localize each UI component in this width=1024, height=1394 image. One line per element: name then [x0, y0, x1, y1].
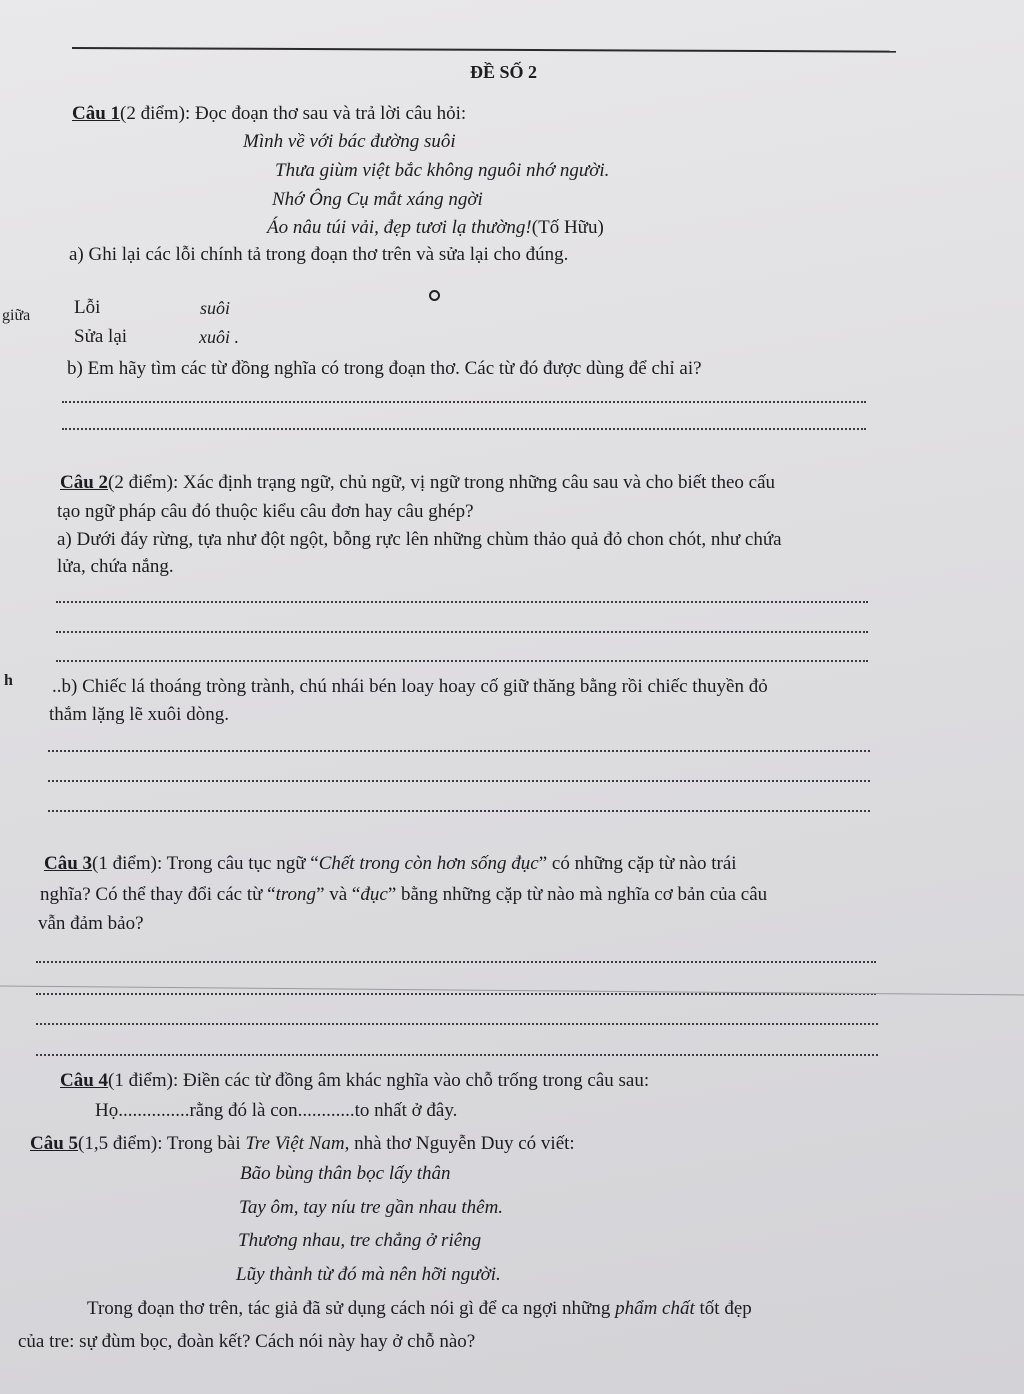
- margin-note-left: giữa: [2, 307, 31, 324]
- q5-text: Trong đoạn thơ trên, tác giả đã sử dụng cách nói gì để ca ngợi những: [87, 1298, 616, 1319]
- answer-line[interactable]: [56, 631, 868, 633]
- answer-line[interactable]: [48, 750, 870, 752]
- error-row-label: Lỗi: [74, 297, 101, 318]
- q5-poem-line-1: Bão bùng thân bọc lấy thân: [240, 1163, 451, 1184]
- q2-a-line1: a) Dưới đáy rừng, tựa như đột ngột, bỗng rực lên những chùm thảo quả đỏ chon chót, như chứa: [57, 529, 782, 550]
- q5-para-line2: của tre: sự đùm bọc, đoàn kết? Cách nói này hay ở chỗ nào?: [18, 1331, 476, 1352]
- q1-poem-author: (Tố Hữu): [531, 217, 604, 238]
- q1-poem-line-4-text: Áo nâu túi vải, đẹp tươi lạ thường!: [267, 217, 532, 238]
- answer-line[interactable]: [48, 810, 870, 812]
- q1-poem-line-4: [267, 217, 604, 239]
- answer-line[interactable]: [56, 601, 868, 603]
- answer-line[interactable]: [48, 780, 870, 782]
- q2-prompt-line2: tạo ngữ pháp câu đó thuộc kiểu câu đơn hay câu ghép?: [57, 501, 474, 522]
- answer-line[interactable]: [36, 1023, 878, 1025]
- q5-poem-line-4: Lũy thành từ đó mà nên hỡi người.: [236, 1264, 501, 1285]
- q4-heading: [60, 1070, 649, 1092]
- exam-title: ĐỀ SỐ 2: [470, 62, 538, 82]
- q4-sentence[interactable]: Họ...............rằng đó là con............to nhất ở đây.: [95, 1100, 458, 1121]
- answer-line[interactable]: [36, 993, 876, 995]
- q1-poem-line-3: Nhớ Ông Cụ mắt xáng ngời: [272, 189, 483, 210]
- q3-word-trong: trong: [275, 884, 317, 905]
- q1-poem-line-2: Thưa giùm việt bắc không nguôi nhớ người.: [275, 160, 610, 181]
- answer-line[interactable]: [36, 1054, 878, 1056]
- q4-label: Câu 4: [60, 1070, 109, 1091]
- answer-line[interactable]: [62, 401, 866, 403]
- q2-prompt-line1: (2 điểm): Xác định trạng ngữ, chủ ngữ, vị ngữ trong những câu sau và cho biết theo cấu: [108, 472, 776, 493]
- q5-text: , nhà thơ Nguyễn Duy có viết:: [344, 1133, 575, 1154]
- margin-note-h: h: [4, 672, 13, 689]
- q5-heading: [30, 1133, 575, 1155]
- q3-text: ” bằng những cặp từ nào mà nghĩa cơ bản của câu: [387, 884, 768, 905]
- q3-text: ” có những cặp từ nào trái: [538, 853, 737, 874]
- q5-poem-title: Tre Việt Nam: [245, 1133, 345, 1154]
- q2-label: Câu 2: [60, 472, 109, 493]
- q5-text: tốt đẹp: [694, 1298, 752, 1319]
- q3-text: (1 điểm): Trong câu tục ngữ “: [92, 853, 319, 874]
- q5-para-line1: [87, 1298, 752, 1320]
- answer-line[interactable]: [36, 961, 876, 963]
- q3-label: Câu 3: [44, 853, 93, 874]
- q5-emph: phẩm chất: [615, 1298, 695, 1319]
- q2-a-line2: lửa, chứa nắng.: [57, 556, 174, 577]
- q1-poem-line-1: Mình về với bác đường suôi: [243, 131, 456, 152]
- q5-label: Câu 5: [30, 1133, 79, 1154]
- q2-heading: [60, 472, 775, 494]
- q3-proverb: Chết trong còn hơn sống đục: [318, 853, 539, 874]
- top-rule: [72, 47, 896, 53]
- q2-b-line1: ..b) Chiếc lá thoáng tròng trành, chú nhái bén loay hoay cố giữ thăng bằng rồi chiếc thuyền đỏ: [52, 676, 768, 697]
- q5-poem-line-3: Thương nhau, tre chẳng ở riêng: [238, 1230, 482, 1251]
- fix-row-value: xuôi .: [199, 327, 239, 347]
- error-row-value: suôi: [200, 298, 231, 318]
- cursor-mark-icon: [429, 290, 440, 301]
- q1-part-a: a) Ghi lại các lỗi chính tả trong đoạn thơ trên và sửa lại cho đúng.: [69, 244, 569, 265]
- q5-text: (1,5 điểm): Trong bài: [78, 1133, 246, 1154]
- q3-text: nghĩa? Có thể thay đổi các từ “: [40, 884, 276, 905]
- q3-line3: vẫn đảm bảo?: [38, 913, 144, 934]
- q2-b-line2: thắm lặng lẽ xuôi dòng.: [49, 704, 229, 725]
- answer-line[interactable]: [62, 428, 866, 430]
- q1-heading: [72, 103, 466, 125]
- q1-part-b: b) Em hãy tìm các từ đồng nghĩa có trong đoạn thơ. Các từ đó được dùng để chỉ ai?: [67, 358, 702, 379]
- q3-word-duc: đục: [360, 884, 388, 905]
- q1-prompt: (2 điểm): Đọc đoạn thơ sau và trả lời câu hỏi:: [120, 103, 467, 124]
- q3-text: ” và “: [316, 884, 361, 905]
- q3-line2: [40, 884, 767, 906]
- q1-label: Câu 1: [72, 103, 121, 124]
- q4-prompt: (1 điểm): Điền các từ đồng âm khác nghĩa vào chỗ trống trong câu sau:: [108, 1070, 650, 1091]
- q3-line1: [44, 853, 737, 875]
- answer-line[interactable]: [56, 660, 868, 662]
- q5-poem-line-2: Tay ôm, tay níu tre gần nhau thêm.: [239, 1197, 504, 1218]
- fix-row-label: Sửa lại: [74, 326, 128, 347]
